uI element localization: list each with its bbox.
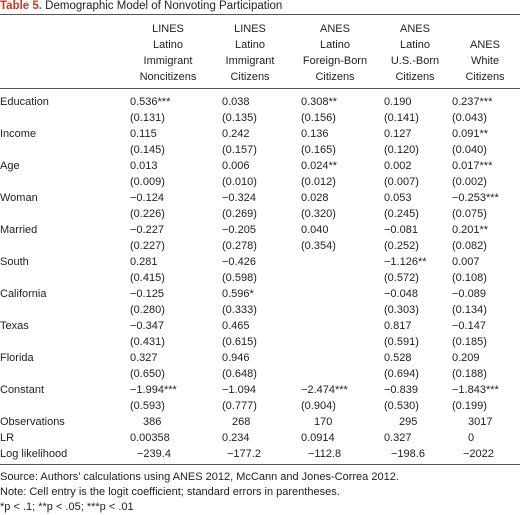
- table-cell: 0.281: [130, 256, 158, 268]
- table-row: [0, 158, 520, 174]
- table-cell: (0.141): [384, 112, 419, 124]
- table-row: [0, 350, 520, 366]
- table-cell: 268: [232, 416, 251, 428]
- table-row: [0, 254, 520, 270]
- table-cell: (0.165): [301, 144, 336, 156]
- table-cell: (0.040): [452, 144, 487, 156]
- row-label: Log likelihood: [0, 448, 68, 460]
- table-row: [0, 110, 520, 126]
- table-cell: (0.199): [452, 400, 487, 412]
- table-cell: (0.075): [452, 208, 487, 220]
- table-cell: −1.843***: [452, 384, 499, 396]
- table-row: [0, 366, 520, 382]
- table-cell: 0.040: [301, 224, 329, 236]
- row-label: Income: [0, 128, 37, 140]
- table-row: [0, 302, 520, 318]
- table-cell: 0.013: [130, 160, 158, 172]
- top-rule: [0, 14, 520, 15]
- row-label: Constant: [0, 384, 45, 396]
- table-cell: 0.817: [384, 320, 412, 332]
- column-header-anes-us-born: ANES Latino U.S.-Born Citizens: [390, 23, 440, 83]
- table-cell: (0.648): [222, 368, 257, 380]
- column-header-lines-noncitizens: LINES Latino Immigrant Noncitizens: [139, 23, 197, 83]
- table-cell: −1.126**: [384, 256, 427, 268]
- row-label: LR: [0, 432, 15, 444]
- table-cell: −177.2: [227, 448, 261, 460]
- table-cell: (0.043): [452, 112, 487, 124]
- table-cell: (0.135): [222, 112, 257, 124]
- table-cell: 0.465: [222, 320, 250, 332]
- table-row: [0, 174, 520, 190]
- table-cell: (0.145): [130, 144, 165, 156]
- table-cell: 0.0914: [301, 432, 335, 444]
- table-cell: (0.010): [222, 176, 257, 188]
- table-cell: (0.904): [301, 400, 336, 412]
- table-cell: (0.002): [452, 176, 487, 188]
- table-cell: −0.081: [384, 224, 418, 236]
- source-note: Source: Authors’ calculations using ANES 2012, McCann and Jones-Correa 2012.: [0, 471, 399, 483]
- table-cell: 0.028: [301, 192, 329, 204]
- table-cell: (0.593): [130, 400, 165, 412]
- table-row: [0, 446, 520, 462]
- column-header-anes-foreign-born: ANES Latino Foreign-Born Citizens: [302, 23, 368, 83]
- header-rule: [0, 88, 520, 89]
- table-row: [0, 206, 520, 222]
- table-row: [0, 142, 520, 158]
- table-cell: 0.038: [222, 96, 250, 108]
- table-row: [0, 398, 520, 414]
- table-cell: (0.082): [452, 240, 487, 252]
- table-caption: Demographic Model of Nonvoting Participation: [41, 0, 283, 12]
- table-cell: −0.048: [384, 288, 418, 300]
- table-cell: 386: [143, 416, 162, 428]
- row-label: Age: [0, 160, 20, 172]
- table-cell: (0.269): [222, 208, 257, 220]
- table-cell: 0.190: [384, 96, 412, 108]
- table-cell: 295: [399, 416, 418, 428]
- table-cell: (0.650): [130, 368, 165, 380]
- bottom-rule: [0, 464, 520, 465]
- table-cell: 0.946: [222, 352, 250, 364]
- table-cell: −1.994***: [130, 384, 177, 396]
- table-cell: (0.134): [452, 304, 487, 316]
- table-row: [0, 286, 520, 302]
- table-cell: 0.091**: [452, 128, 489, 140]
- table-cell: −0.124: [130, 192, 164, 204]
- table-cell: (0.598): [222, 272, 257, 284]
- table-cell: 0.007: [452, 256, 480, 268]
- table-cell: (0.012): [301, 176, 336, 188]
- table-row: [0, 318, 520, 334]
- table-cell: (0.333): [222, 304, 257, 316]
- row-label: Texas: [0, 320, 29, 332]
- table-notes: [0, 470, 520, 515]
- row-label: Married: [0, 224, 38, 236]
- cell-note: Note: Cell entry is the logit coefficient; standard errors in parentheses.: [0, 486, 340, 498]
- table-row: [0, 414, 520, 430]
- table-row: [0, 382, 520, 398]
- table-cell: −112.8: [308, 448, 342, 460]
- table-cell: 0.002: [384, 160, 412, 172]
- significance-note: *p < .1; **p < .05; ***p < .01: [0, 501, 134, 513]
- column-header-lines-citizens: LINES Latino Immigrant Citizens: [225, 23, 275, 83]
- table-cell: −1.094: [222, 384, 256, 396]
- table-cell: (0.591): [384, 336, 419, 348]
- table-cell: −2.474***: [301, 384, 348, 396]
- table-cell: (0.009): [130, 176, 165, 188]
- row-label: Woman: [0, 192, 38, 204]
- table-cell: (0.188): [452, 368, 487, 380]
- table-cell: 0.024**: [301, 160, 338, 172]
- table-cell: (0.615): [222, 336, 257, 348]
- table-cell: 0.234: [222, 432, 250, 444]
- table-cell: 0.327: [130, 352, 158, 364]
- row-label: Education: [0, 96, 49, 108]
- table-cell: 0.00358: [130, 432, 170, 444]
- table-cell: (0.572): [384, 272, 419, 284]
- table-cell: 0.209: [452, 352, 480, 364]
- table-row: [0, 126, 520, 142]
- table-cell: (0.354): [301, 240, 336, 252]
- table-row: [0, 94, 520, 110]
- table-cell: (0.278): [222, 240, 257, 252]
- table-cell: 0.136: [301, 128, 329, 140]
- table-cell: (0.185): [452, 336, 487, 348]
- table-cell: 0: [468, 432, 475, 444]
- table-cell: (0.226): [130, 208, 165, 220]
- table-cell: 0.017***: [452, 160, 493, 172]
- table-cell: −0.089: [452, 288, 486, 300]
- table-cell: (0.120): [384, 144, 419, 156]
- row-label: Florida: [0, 352, 34, 364]
- table-cell: 0.596*: [222, 288, 254, 300]
- table-row: [0, 222, 520, 238]
- table-cell: (0.777): [222, 400, 257, 412]
- table-cell: −239.4: [137, 448, 171, 460]
- table-cell: −0.839: [384, 384, 418, 396]
- table-cell: 0.053: [384, 192, 412, 204]
- table-row: [0, 190, 520, 206]
- table-cell: −198.6: [391, 448, 425, 460]
- table-cell: (0.431): [130, 336, 165, 348]
- table-cell: (0.303): [384, 304, 419, 316]
- table-cell: (0.227): [130, 240, 165, 252]
- table-cell: −0.324: [222, 192, 256, 204]
- table-cell: −0.227: [130, 224, 164, 236]
- table-cell: 0.006: [222, 160, 250, 172]
- table-cell: −0.125: [130, 288, 164, 300]
- table-cell: (0.108): [452, 272, 487, 284]
- table-row: [0, 238, 520, 254]
- table-row: [0, 334, 520, 350]
- table-cell: −0.426: [222, 256, 256, 268]
- table-cell: 0.308**: [301, 96, 338, 108]
- table-cell: (0.245): [384, 208, 419, 220]
- table-cell: (0.131): [130, 112, 165, 124]
- table-cell: −0.253***: [452, 192, 499, 204]
- table-cell: −0.205: [222, 224, 256, 236]
- column-header-anes-white: ANES White Citizens: [465, 39, 505, 83]
- table-cell: (0.157): [222, 144, 257, 156]
- table-cell: 0.201**: [452, 224, 489, 236]
- table-row: [0, 430, 520, 446]
- table-cell: (0.694): [384, 368, 419, 380]
- table-cell: 0.327: [384, 432, 412, 444]
- table-cell: 170: [314, 416, 333, 428]
- table-cell: (0.280): [130, 304, 165, 316]
- row-label: Observations: [0, 416, 65, 428]
- table-cell: −0.347: [130, 320, 164, 332]
- table-title: [0, 0, 520, 14]
- table-cell: (0.156): [301, 112, 336, 124]
- table-cell: 0.127: [384, 128, 412, 140]
- table-cell: (0.530): [384, 400, 419, 412]
- table-cell: (0.415): [130, 272, 165, 284]
- table-row: [0, 270, 520, 286]
- table-cell: 0.115: [130, 128, 157, 140]
- table-number: Table 5.: [0, 0, 42, 12]
- table-cell: −2022: [463, 448, 494, 460]
- row-label: California: [0, 288, 47, 300]
- table-cell: 0.237***: [452, 96, 493, 108]
- table-cell: 0.242: [222, 128, 250, 140]
- table-cell: −0.147: [452, 320, 486, 332]
- table-cell: (0.252): [384, 240, 419, 252]
- table-cell: 3017: [468, 416, 493, 428]
- row-label: South: [0, 256, 29, 268]
- table-cell: (0.007): [384, 176, 419, 188]
- table-cell: 0.536***: [130, 96, 171, 108]
- table-cell: (0.320): [301, 208, 336, 220]
- table-cell: 0.528: [384, 352, 412, 364]
